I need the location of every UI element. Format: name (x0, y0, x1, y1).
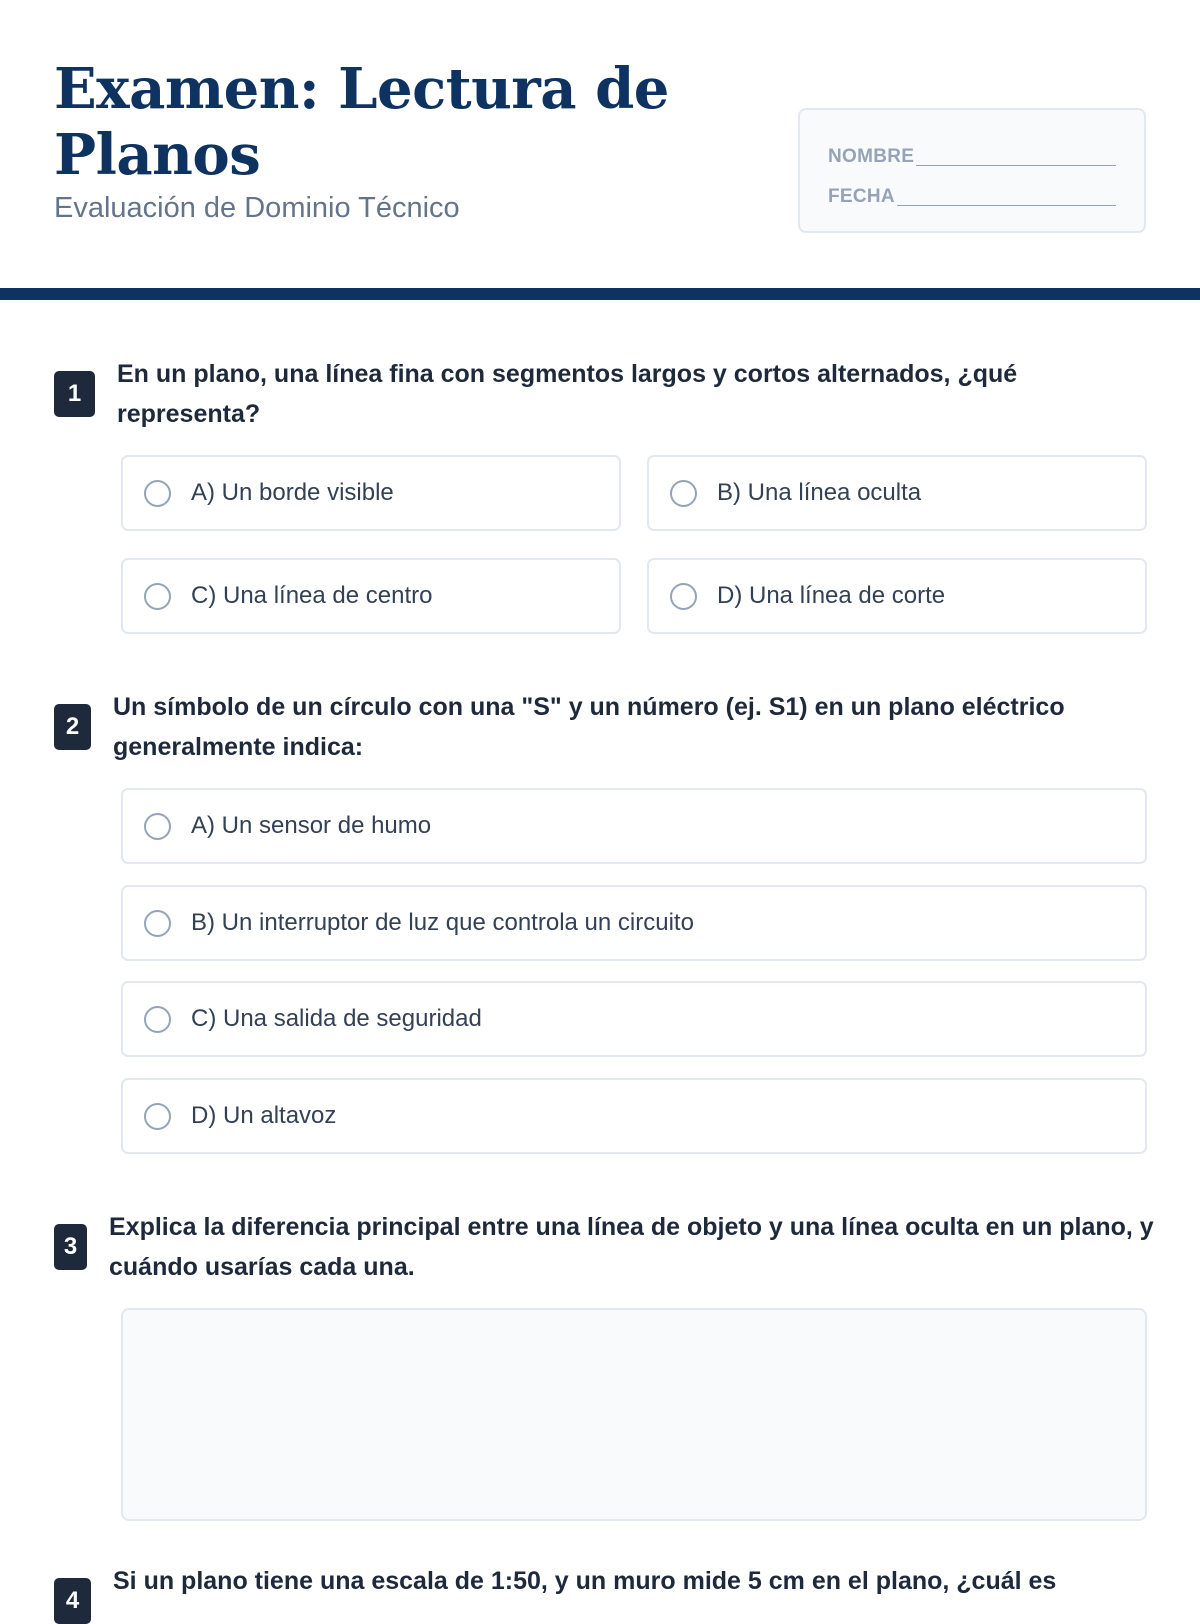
option-label: A) Un sensor de humo (191, 812, 432, 839)
radio-button[interactable] (670, 480, 697, 507)
question-2-header (54, 687, 1153, 767)
student-info-box (798, 108, 1146, 233)
name-row (828, 138, 1116, 168)
question-text: Explica la diferencia principal entre una línea de objeto y una línea oculta en un plano, y cuándo usarías cada una. (109, 1213, 1154, 1281)
exam-subtitle: Evaluación de Dominio Técnico (54, 192, 460, 224)
option-label: B) Una línea oculta (717, 479, 922, 506)
name-field[interactable] (916, 165, 1116, 166)
question-4-header (54, 1567, 1173, 1624)
question-2-option-c[interactable] (121, 981, 1147, 1057)
question-number-badge: 1 (54, 371, 95, 417)
radio-button[interactable] (144, 1006, 171, 1033)
option-label: D) Un altavoz (191, 1102, 337, 1129)
question-number-badge: 2 (54, 704, 91, 750)
question-3-answer-area[interactable] (121, 1308, 1147, 1521)
question-3-header (54, 1207, 1159, 1287)
question-1-option-a[interactable] (121, 455, 621, 531)
radio-button[interactable] (144, 813, 171, 840)
date-label: FECHA (828, 186, 895, 207)
radio-button[interactable] (670, 583, 697, 610)
question-2-option-b[interactable] (121, 885, 1147, 961)
option-label: D) Una línea de corte (717, 582, 946, 609)
exam-header (0, 0, 1200, 300)
option-label: A) Un borde visible (191, 479, 394, 506)
question-text: Si un plano tiene una escala de 1:50, y un muro mide 5 cm en el plano, ¿cuál es (113, 1567, 1057, 1595)
question-4-partial (0, 1567, 1200, 1614)
radio-button[interactable] (144, 583, 171, 610)
question-number-badge: 4 (54, 1578, 91, 1624)
radio-button[interactable] (144, 910, 171, 937)
date-row (828, 178, 1116, 208)
question-2-option-a[interactable] (121, 788, 1147, 864)
exam-title: Examen: Lectura de Planos (54, 56, 669, 188)
option-label: B) Un interruptor de luz que controla un circuito (191, 909, 694, 936)
question-2-option-d[interactable] (121, 1078, 1147, 1154)
question-1-option-b[interactable] (647, 455, 1147, 531)
radio-button[interactable] (144, 1103, 171, 1130)
header-divider (0, 288, 1200, 300)
question-number-badge: 3 (54, 1224, 87, 1270)
question-text: Un símbolo de un círculo con una "S" y un número (ej. S1) en un plano eléctrico generalmente indica: (113, 693, 1065, 761)
radio-button[interactable] (144, 480, 171, 507)
question-1-option-c[interactable] (121, 558, 621, 634)
question-text: En un plano, una línea fina con segmentos largos y cortos alternados, ¿qué representa? (117, 360, 1018, 428)
date-field[interactable] (897, 205, 1116, 206)
question-1-option-d[interactable] (647, 558, 1147, 634)
question-1-header (54, 354, 1117, 434)
name-label: NOMBRE (828, 146, 915, 167)
option-label: C) Una salida de seguridad (191, 1005, 482, 1032)
option-label: C) Una línea de centro (191, 582, 433, 609)
